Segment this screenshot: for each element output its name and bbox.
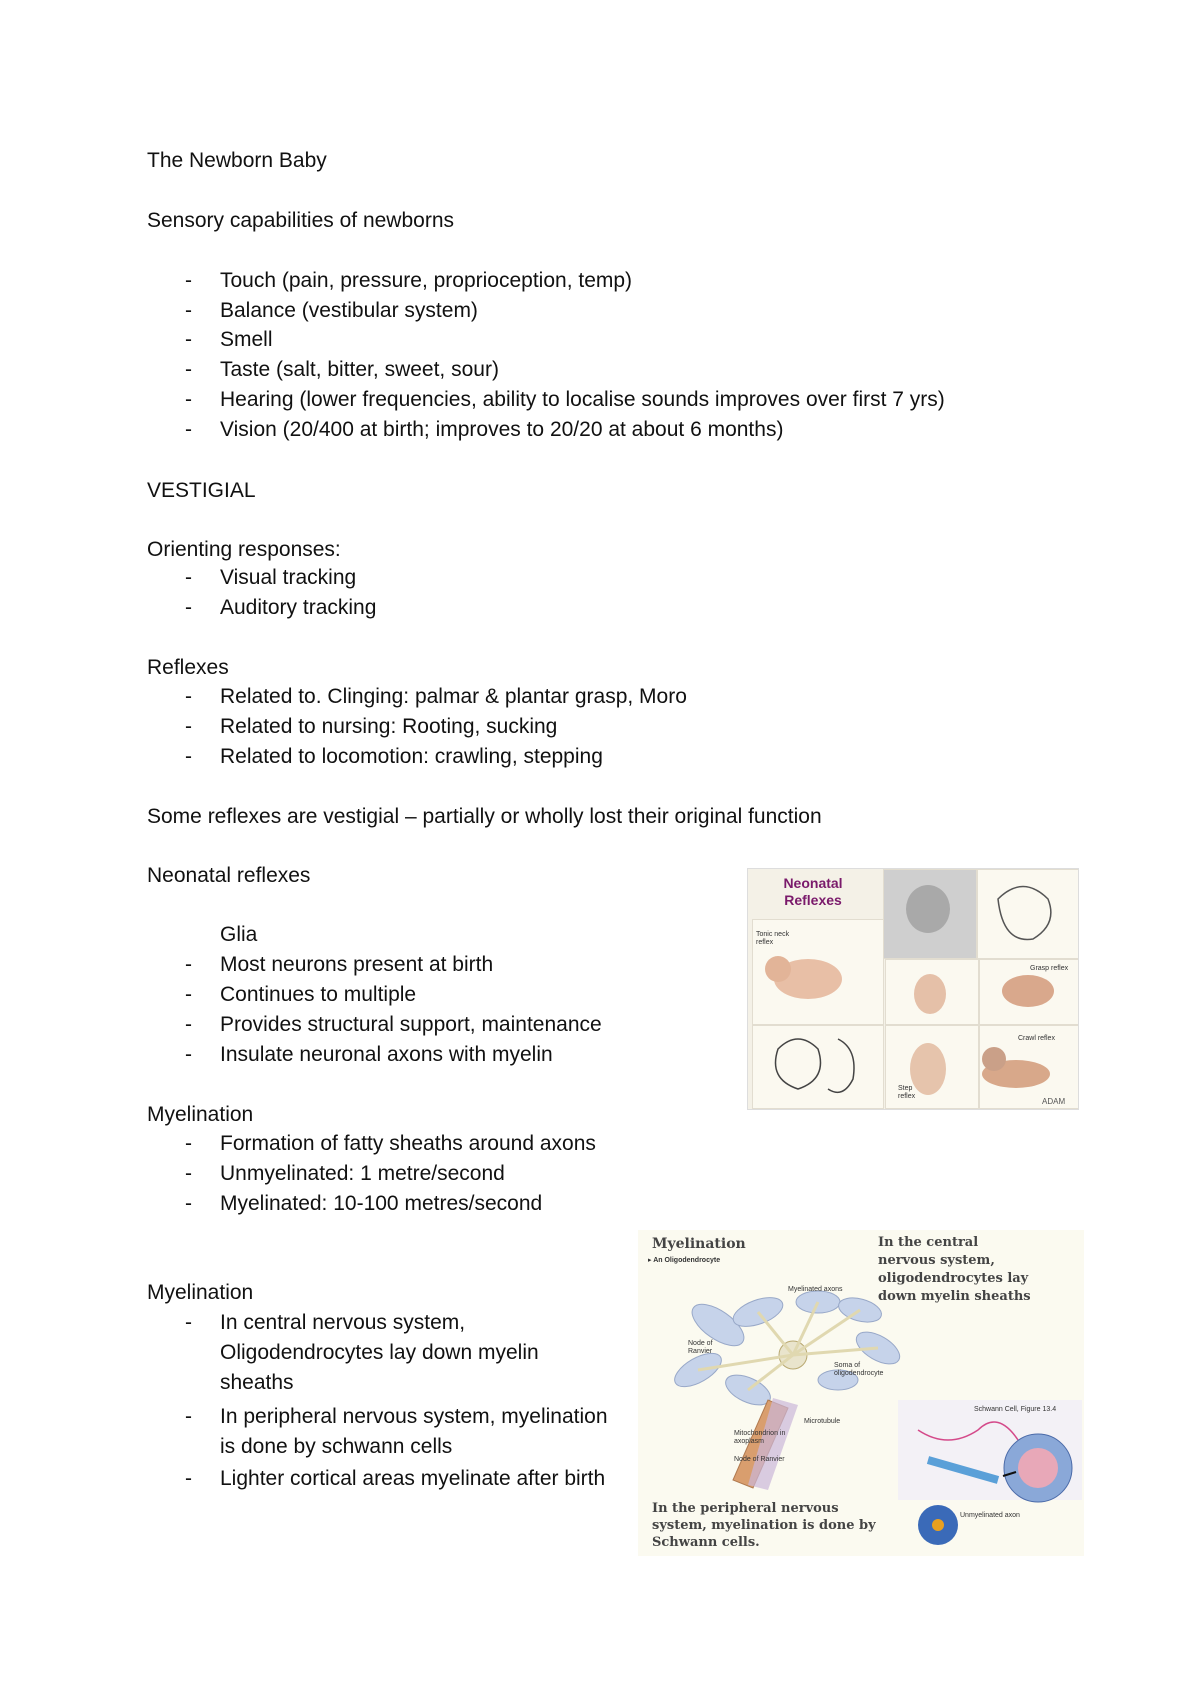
figure-label: Crawl reflex [1018, 1035, 1055, 1042]
document-page: The Newborn Baby Sensory capabilities of newborns - Touch (pain, pressure, proprioception, temp) - Balance (vestibular system) - Smell - Taste (salt, bitter, sweet, sour) - Hearing (lower frequencies, ability to localise sounds improves over first 7 yrs) - Vision (20/400 at birth; improves to 20/20 at about 6 months) VESTIGIAL Orienting responses: - Visual tracking - Auditory tracking Reflexes - Related to. Clinging: palmar & plantar grasp, Moro - Related to nursing: Rooting, sucking - Related to locomotion: crawling, stepping Some reflexes are vestigial – partially or wholly lost their original function Neonatal reflexes Glia - Most neurons present at birth - Continues to multiple - Provides structural support, maintenance - Insulate neuronal axons with myelin Myelination - Formation of fatty sheaths around axons - Unmyelinated: 1 metre/second - Myelinated: 10-100 metres/second Myelination - In central nervous system, Oligodendrocytes lay down myelin sheaths - In peripheral nervous system, myelination is done by schwann cells - Lighter cortical areas myelinate after birth Neonatal Reflexes Tonic neck reflex Grasp reflex Crawl reflex Step reflex ADAM Myelination ▸ An Oligodendrocyte In the central nervous system, oligodendrocytes lay down myelin sheaths Myelinated axons Node of Ranvier Soma of oligodendrocyte Microtubule Mitochondrion in axoplasm Node of Ranvier Schwann Cell, Figure 13.4 Unmyelinated axon In the peripheral nervous system, myelination is done by Schwann cells. [0, 0, 1200, 1696]
figure-label: Node of Ranvier [734, 1456, 785, 1463]
reflexes-heading: Reflexes [147, 656, 229, 679]
figure-label: Myelinated axons [788, 1286, 843, 1293]
figure-title: Myelination [652, 1236, 746, 1252]
glia-label: Glia [220, 923, 258, 946]
document-title: The Newborn Baby [147, 149, 327, 172]
myelination-heading: Myelination [147, 1103, 254, 1126]
figure-label: Schwann Cell, Figure 13.4 [974, 1406, 1057, 1413]
neonatal-reflexes-figure [747, 868, 1079, 1110]
figure-label: Microtubule [804, 1418, 841, 1425]
figure-label: Tonic neck reflex [756, 931, 790, 946]
myelination-heading-2: Myelination [147, 1281, 254, 1304]
figure-label: Grasp reflex [1030, 965, 1069, 972]
myelination-figure [638, 1230, 1084, 1556]
reflex-illustrations [748, 869, 1078, 1109]
figure-label: Node of Ranvier [688, 1340, 713, 1355]
neonatal-heading: Neonatal reflexes [147, 864, 311, 887]
sensory-heading: Sensory capabilities of newborns [147, 209, 455, 232]
cns-caption: In the central nervous system, oligodendrocytes lay down myelin sheaths [878, 1235, 1031, 1304]
pns-caption: In the peripheral nervous system, myelination is done by Schwann cells. [652, 1501, 876, 1550]
adam-logo: ADAM [1042, 1097, 1066, 1106]
figure-label: Step reflex [898, 1085, 916, 1100]
figure-label: Mitochondrion in axoplasm [734, 1430, 786, 1445]
figure-label: Unmyelinated axon [960, 1512, 1020, 1519]
figure-subtitle: ▸ An Oligodendrocyte [648, 1257, 721, 1264]
vestigial-note: Some reflexes are vestigial – partially or wholly lost their original function [147, 805, 822, 828]
figure-title: Neonatal Reflexes [783, 875, 843, 908]
figure-label: Soma of oligodendrocyte [834, 1362, 884, 1377]
orienting-heading: Orienting responses: [147, 538, 341, 561]
vestigial-heading: VESTIGIAL [147, 479, 256, 502]
